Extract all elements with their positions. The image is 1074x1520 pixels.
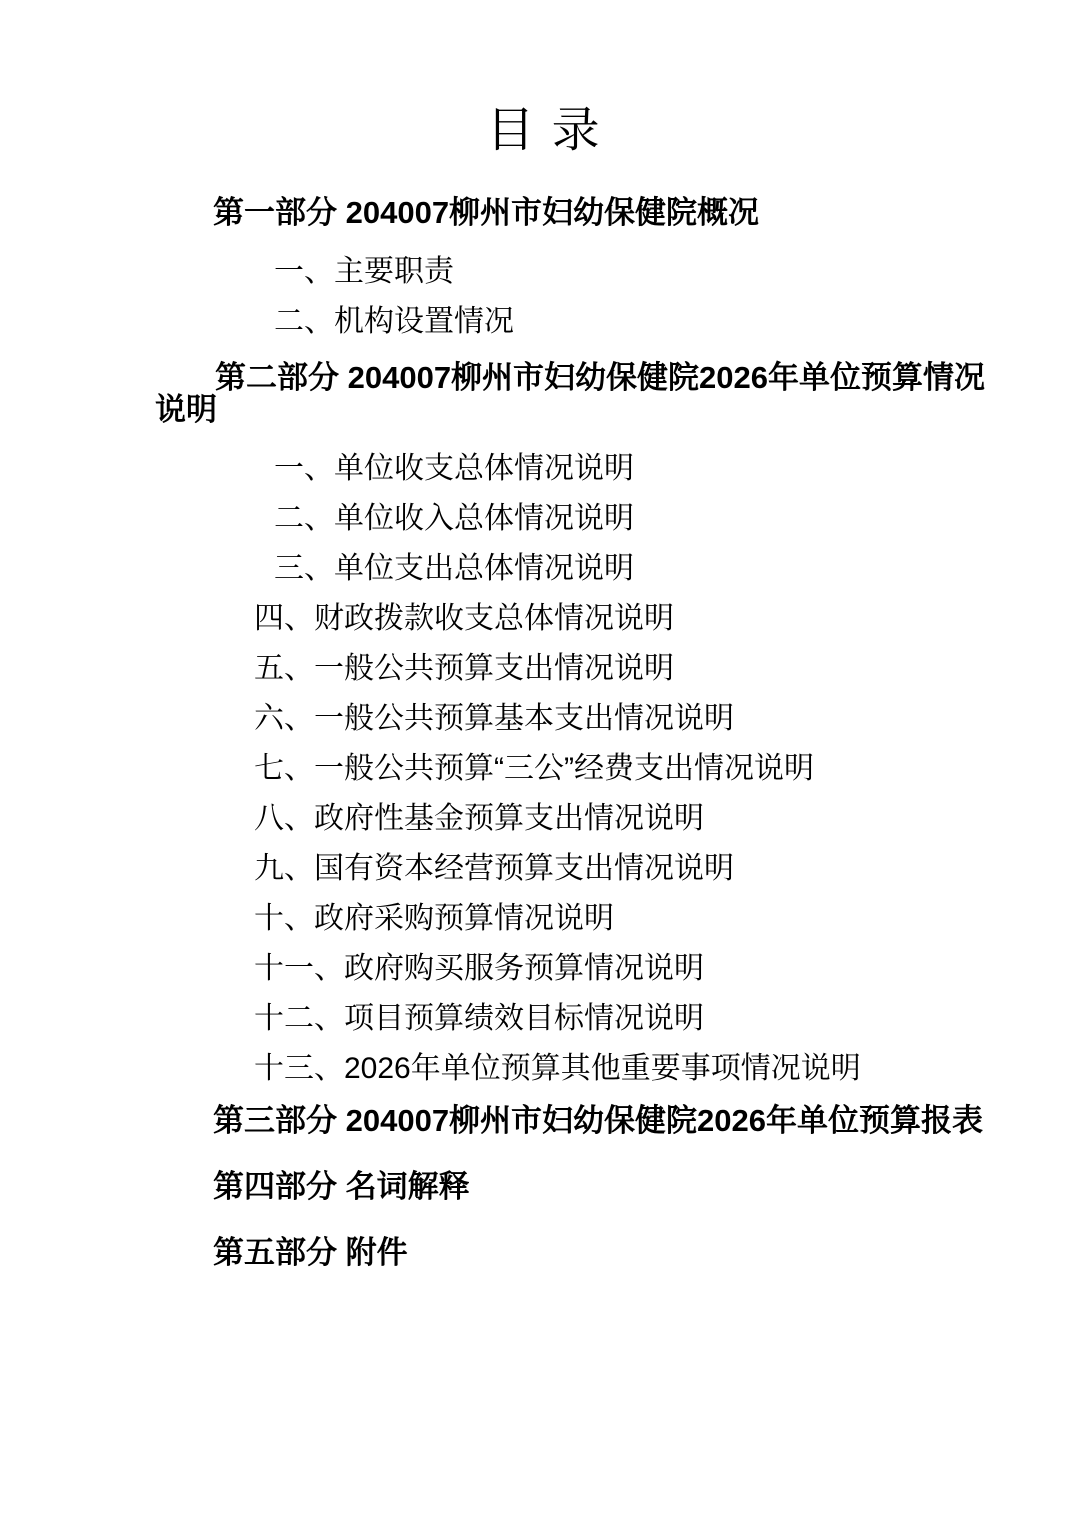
toc-item-part2-4: 四、财政拨款收支总体情况说明 xyxy=(254,602,674,635)
toc-item-part2-11: 十一、政府购买服务预算情况说明 xyxy=(254,952,704,985)
part1-heading: 第一部分 204007柳州市妇幼保健院概况 xyxy=(213,195,760,230)
toc-item-part2-8: 八、政府性基金预算支出情况说明 xyxy=(254,802,704,835)
toc-item-part1-1: 一、主要职责 xyxy=(274,255,454,288)
part2-heading-line1: 第二部分 204007柳州市妇幼保健院2026年单位预算情况 xyxy=(215,360,986,395)
toc-item-part2-10: 十、政府采购预算情况说明 xyxy=(254,902,614,935)
toc-item-part2-13: 十三、2026年单位预算其他重要事项情况说明 xyxy=(254,1052,861,1085)
toc-item-part2-3: 三、单位支出总体情况说明 xyxy=(274,552,634,585)
toc-item-part2-1: 一、单位收支总体情况说明 xyxy=(274,452,634,485)
toc-item-part1-2: 二、机构设置情况 xyxy=(274,305,514,338)
part2-heading-line2: 说明 xyxy=(155,392,217,427)
part3-heading: 第三部分 204007柳州市妇幼保健院2026年单位预算报表 xyxy=(213,1103,984,1138)
toc-item-part2-9: 九、国有资本经营预算支出情况说明 xyxy=(254,852,734,885)
toc-item-part2-5: 五、一般公共预算支出情况说明 xyxy=(254,652,674,685)
part5-heading: 第五部分 附件 xyxy=(213,1235,408,1270)
part4-heading: 第四部分 名词解释 xyxy=(213,1169,470,1204)
toc-item-part2-2: 二、单位收入总体情况说明 xyxy=(274,502,634,535)
toc-title: 目 录 xyxy=(486,104,602,157)
toc-item-part2-12: 十二、项目预算绩效目标情况说明 xyxy=(254,1002,704,1035)
toc-item-part2-6: 六、一般公共预算基本支出情况说明 xyxy=(254,702,734,735)
toc-item-part2-7: 七、一般公共预算“三公”经费支出情况说明 xyxy=(254,752,814,785)
